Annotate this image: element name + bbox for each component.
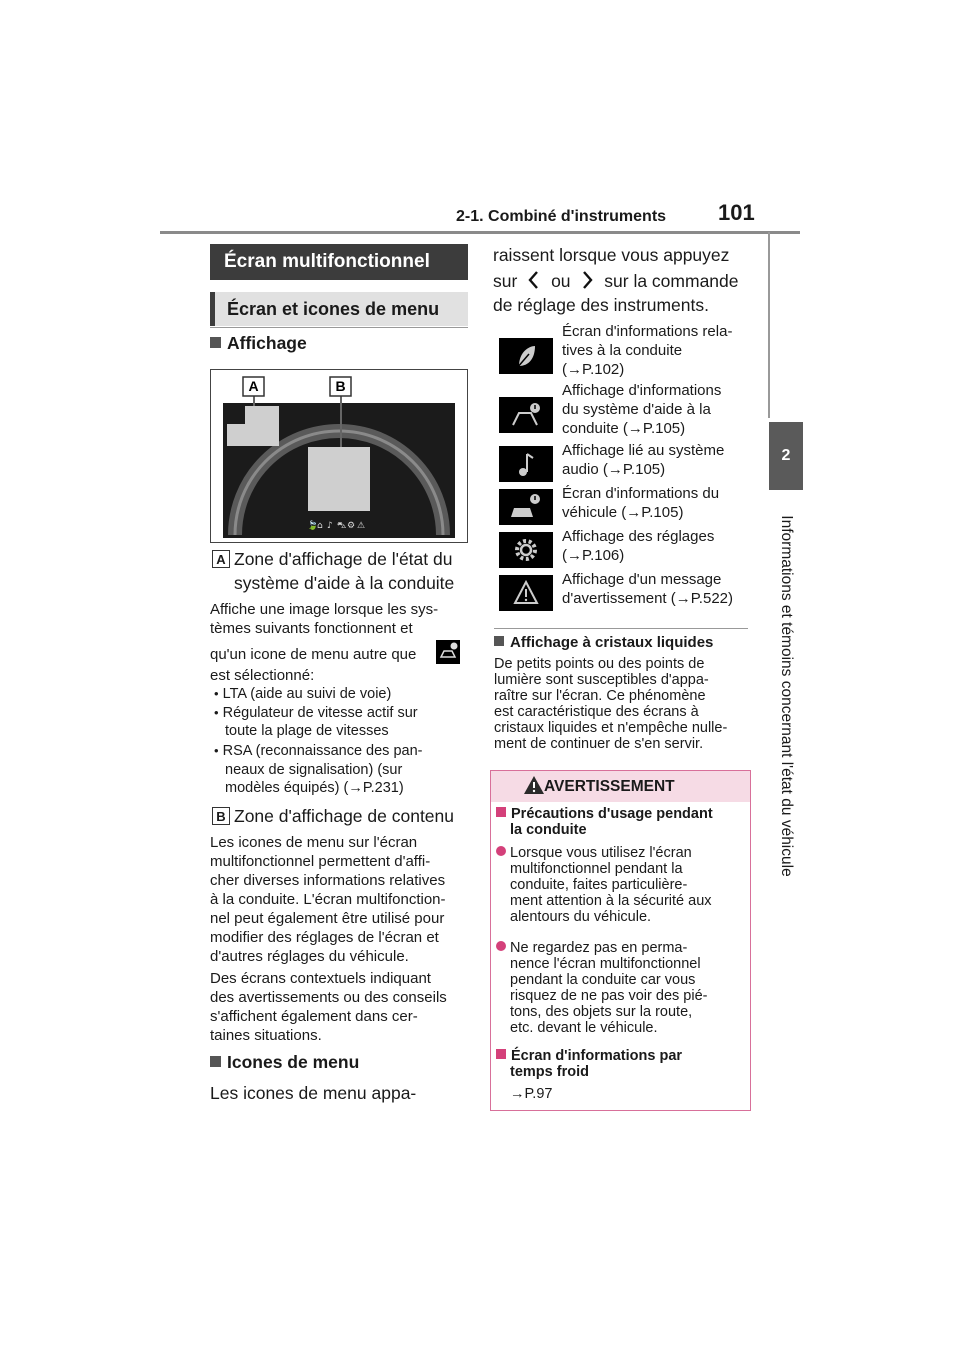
menu-item-5: Affichage des réglages (→P.106) bbox=[562, 528, 715, 564]
para-a-line3: qu'un icone de menu autre que bbox=[210, 646, 417, 663]
header-rule bbox=[160, 231, 800, 234]
subsection-title: Écran et icones de menu bbox=[210, 292, 468, 326]
label-a-tag: A bbox=[212, 550, 230, 568]
bullet-3-cont2: modèles équipés) (→P.231) bbox=[225, 780, 404, 796]
menu-item-1: Écran d'informations rela- tives à la conduite (→P.102) bbox=[562, 323, 733, 378]
cont-line2: sur ou sur la commande bbox=[493, 271, 739, 291]
driving-assist-inline-icon bbox=[436, 640, 460, 664]
driving-assist-icon bbox=[499, 397, 553, 433]
warning-triangle-small-icon bbox=[523, 775, 545, 800]
menu-item-4: Écran d'informations du véhicule (→P.105) bbox=[562, 485, 720, 521]
svg-text:⌂: ⌂ bbox=[317, 521, 323, 531]
cont-line1: raissent lorsque vous appuyez bbox=[493, 245, 730, 265]
para-b2: Des écrans contextuels indiquant des avertissements ou des conseils s'affichent également dans cer- taines situations. bbox=[210, 970, 447, 1044]
label-b-tag: B bbox=[212, 807, 230, 825]
lcd-text: De petits points ou des points de lumière sont susceptibles d'appa- raître sur l'écran. Ce phénomène est caractéristique des écrans à cristaux liquides et n'empêche nulle- ment de continuer de s'en servir. bbox=[494, 656, 728, 752]
chapter-tab[interactable]: 2 bbox=[769, 422, 803, 490]
section-title: Écran multifonctionnel bbox=[210, 244, 468, 280]
bullet-3-cont: neaux de signalisation) (sur bbox=[225, 762, 403, 778]
svg-text:⚙: ⚙ bbox=[347, 521, 356, 531]
item-a-title: Zone d'affichage de l'état du système d'aide à la conduite bbox=[234, 549, 455, 593]
svg-text:A: A bbox=[248, 378, 259, 394]
warning-title: AVERTISSEMENT bbox=[544, 778, 675, 795]
warning-heading-1: Précautions d'usage pendant la conduite bbox=[496, 806, 713, 838]
pink-square-icon bbox=[496, 807, 506, 817]
warning-ref: →P.97 bbox=[510, 1086, 553, 1102]
svg-text:B: B bbox=[335, 378, 346, 394]
svg-text:🍃: 🍃 bbox=[307, 521, 319, 531]
warning-triangle-icon bbox=[499, 575, 553, 611]
bullet-1: • LTA (aide au suivi de voie) bbox=[214, 686, 392, 702]
item-b-title: Zone d'affichage de contenu bbox=[234, 806, 454, 826]
leaf-icon bbox=[499, 338, 553, 374]
pink-dot-icon bbox=[496, 941, 506, 951]
para-a-line2: tèmes suivants fonctionnent et bbox=[210, 620, 413, 637]
section-header: 2-1. Combiné d'instruments bbox=[456, 208, 667, 225]
warning-heading-2: Écran d'informations par temps froid bbox=[496, 1048, 682, 1080]
para-a-line1: Affiche une image lorsque les sys- bbox=[210, 601, 439, 618]
warning-point-1: Lorsque vous utilisez l'écran multifonctionnel pendant la conduite, faites particulière- ment attention à la sécurité aux alentours du véhicule. bbox=[496, 845, 712, 925]
heading-square-icon bbox=[210, 337, 221, 348]
bullet-3: • RSA (reconnaissance des pan- bbox=[214, 743, 423, 759]
chevron-left-icon bbox=[524, 269, 544, 291]
instrument-cluster-illustration bbox=[211, 370, 467, 542]
heading-square-icon bbox=[494, 636, 504, 646]
divider-rule bbox=[494, 628, 748, 629]
subsection-rule bbox=[210, 327, 468, 328]
gear-icon bbox=[499, 532, 553, 568]
instrument-figure bbox=[210, 369, 468, 543]
menu-item-6: Affichage d'un message d'avertissement (→P.522) bbox=[562, 571, 733, 607]
svg-text:⛍: ⛍ bbox=[337, 521, 347, 531]
icones-heading: Icones de menu bbox=[210, 1052, 359, 1073]
heading-square-icon bbox=[210, 1056, 221, 1067]
page-number: 101 bbox=[718, 200, 755, 225]
menu-item-3: Affichage lié au système audio (→P.105) bbox=[562, 442, 725, 478]
pink-dot-icon bbox=[496, 846, 506, 856]
side-rule bbox=[768, 232, 770, 418]
cont-line3: de réglage des instruments. bbox=[493, 295, 709, 315]
svg-text:⚠: ⚠ bbox=[357, 521, 366, 531]
para-b1: Les icones de menu sur l'écran multifonctionnel permettent d'affi- cher diverses informations relatives à la conduite. L'écran multifonction- nel peut également être utilisé pour modifier des réglages de l'écran et d'autres réglages du véhicule. bbox=[210, 834, 446, 965]
music-note-icon bbox=[499, 446, 553, 482]
bullet-2: • Régulateur de vitesse actif sur bbox=[214, 705, 418, 721]
affichage-heading: Affichage bbox=[210, 333, 307, 354]
chapter-title: Informations et témoins concernant l'état du véhicule bbox=[778, 515, 795, 877]
menu-item-2: Affichage d'informations du système d'aide à la conduite (→P.105) bbox=[562, 382, 722, 437]
para-a-line4: est sélectionné: bbox=[210, 667, 315, 684]
lcd-heading: Affichage à cristaux liquides bbox=[494, 634, 713, 651]
icones-text: Les icones de menu appa- bbox=[210, 1083, 417, 1103]
vehicle-info-icon bbox=[499, 489, 553, 525]
svg-text:♪: ♪ bbox=[327, 521, 333, 531]
pink-square-icon bbox=[496, 1049, 506, 1059]
chevron-right-icon bbox=[577, 269, 597, 291]
warning-point-2: Ne regardez pas en perma- nence l'écran multifonctionnel pendant la conduite car vous risquez de ne pas voir des pié- tons, des objets sur la route, etc. devant le véhicule. bbox=[496, 940, 707, 1036]
bullet-2-cont: toute la plage de vitesses bbox=[225, 723, 389, 739]
